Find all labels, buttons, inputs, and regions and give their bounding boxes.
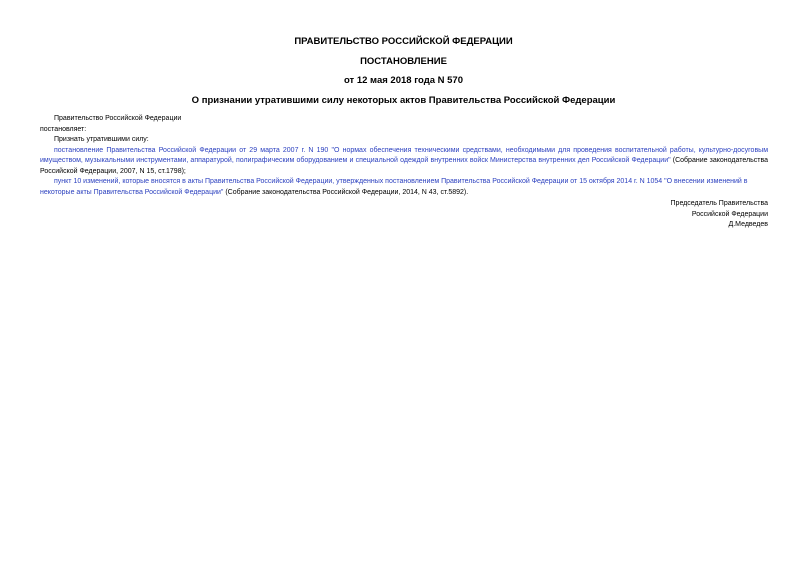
item-2-lead[interactable]: пункт 10 изменений, которые вносятся в акты Правительства Российской Федерации, утвержденных <box>54 178 386 185</box>
item-2-link[interactable]: постановлением Правительства Российской Федерации от 15 октября 2014 г. N 1054 "О внесении изменений в некоторые акты Правительства Российской Федерации" <box>40 178 748 196</box>
org-title: ПРАВИТЕЛЬСТВО РОССИЙСКОЙ ФЕДЕРАЦИИ <box>294 36 513 47</box>
signature-title: Председатель Правительства <box>670 200 768 207</box>
item-1-paragraph <box>40 146 768 178</box>
signature-name: Д.Медведев <box>728 221 768 228</box>
signature-org: Российской Федерации <box>691 210 768 218</box>
intro-line-2: постановляет: <box>40 125 87 133</box>
doc-subject: О признании утратившими силу некоторых актов Правительства Российской Федерации <box>191 95 616 106</box>
doc-date: от 12 мая 2018 года N 570 <box>343 75 464 86</box>
item-2-paragraph <box>40 177 768 198</box>
item-1-tail: (Собрание законодательства Российской Федерации, 2007, N 15, ст.1798); <box>40 157 768 175</box>
intro-line-1: Правительство Российской Федерации <box>54 115 182 122</box>
item-2-tail: (Собрание законодательства Российской Федерации, 2014, N 43, ст.5892). <box>223 188 469 196</box>
doc-type: ПОСТАНОВЛЕНИЕ <box>360 56 447 67</box>
item-1-link[interactable]: постановление Правительства Российской Федерации от 29 марта 2007 г. N 190 "О нормах обеспечения техническими средствами, необходимыми для проведения воспитательной работы, культурно-досуговым имуществом, музыкальными инструментами, аппаратурой, полиграфическим оборудованием и специальной одеждой внутренних войск Министерства внутренних дел Российской Федерации" <box>40 146 768 164</box>
intro-line-3: Признать утратившими силу: <box>54 136 149 143</box>
